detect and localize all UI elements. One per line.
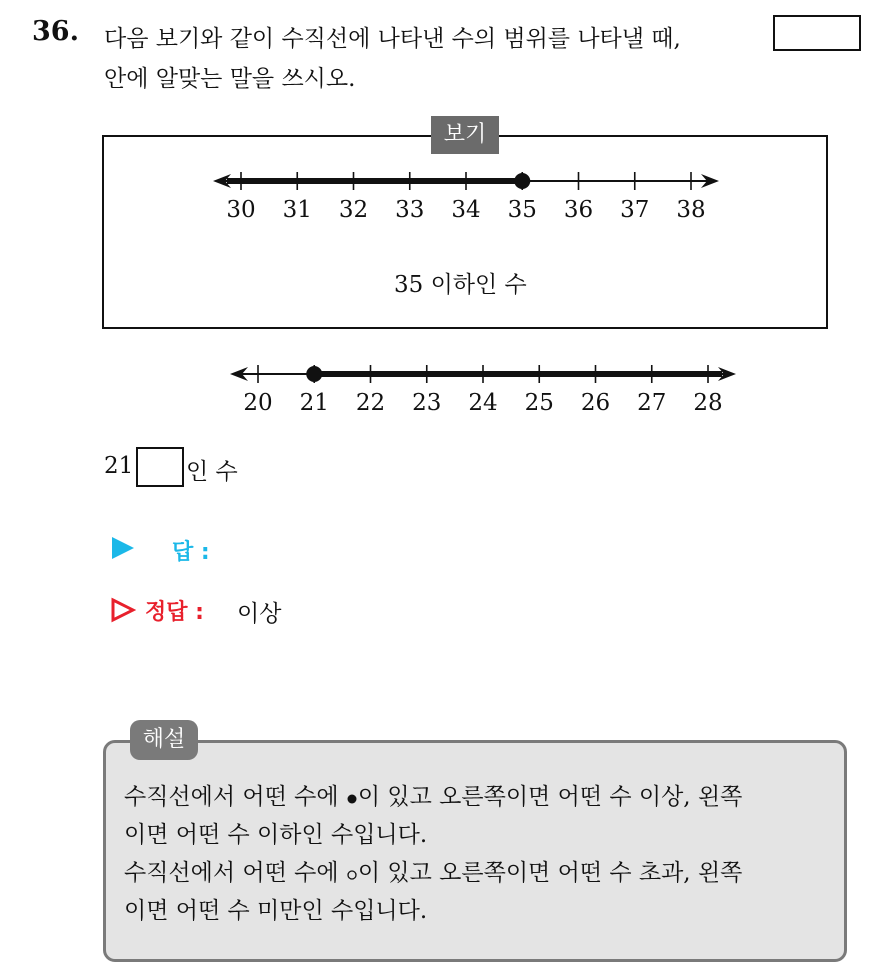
problem-nl-tick-label-27: 27	[637, 390, 667, 416]
example-nl-tick-label-37: 37	[620, 197, 650, 223]
example-number-line	[213, 172, 719, 223]
problem-nl-tick-label-26: 26	[580, 390, 611, 416]
problem-blank-box[interactable]	[136, 447, 184, 487]
problem-suffix: 인 수	[186, 459, 238, 485]
explanation-line3-b: 이 있고 오른쪽이면 어떤 수 초과, 왼쪽	[357, 860, 743, 886]
correct-answer-label: 정답 :	[145, 600, 204, 625]
filled-dot-icon	[346, 793, 358, 805]
explanation-line3-a: 수직선에서 어떤 수에	[124, 860, 339, 886]
problem-nl-tick-label-20: 20	[243, 390, 273, 416]
example-nl-tick-label-35: 35	[507, 197, 537, 223]
question-number: 36.	[32, 16, 79, 47]
problem-nl-point	[306, 366, 322, 382]
problem-nl-tick-label-23: 23	[412, 390, 442, 416]
example-nl-tick-label-33: 33	[395, 197, 425, 223]
question-text-line1: 다음 보기와 같이 수직선에 나타낸 수의 범위를 나타낼 때,	[104, 26, 681, 52]
explanation-line1-a: 수직선에서 어떤 수에	[124, 784, 339, 810]
example-nl-tick-label-38: 38	[676, 197, 706, 223]
example-nl-tick-label-32: 32	[338, 197, 369, 223]
problem-number-line	[230, 365, 736, 416]
example-tag: 보기	[431, 116, 499, 154]
problem-nl-tick-label-28: 28	[693, 390, 723, 416]
problem-prefix: 21	[104, 453, 134, 479]
correct-arrow-icon	[110, 597, 136, 623]
example-nl-tick-label-30: 30	[226, 197, 256, 223]
problem-nl-tick-label-25: 25	[524, 390, 554, 416]
explanation-line1	[124, 778, 742, 811]
explanation-line3	[124, 854, 742, 887]
explanation-line2: 이면 어떤 수 이하인 수입니다.	[124, 822, 428, 848]
explanation-tag: 해설	[130, 720, 198, 760]
correct-answer-value: 이상	[237, 601, 282, 627]
explanation-box	[103, 740, 847, 962]
answer-arrow-icon	[110, 535, 136, 561]
problem-nl-tick-label-21: 21	[299, 390, 329, 416]
example-nl-tick-label-31: 31	[282, 197, 312, 223]
problem-nl-tick-label-22: 22	[355, 390, 386, 416]
example-nl-tick-label-36: 36	[563, 197, 594, 223]
answer-label: 답 :	[172, 540, 210, 565]
example-nl-point	[514, 173, 530, 189]
example-nl-tick-label-34: 34	[451, 197, 481, 223]
explanation-line4: 이면 어떤 수 미만인 수입니다.	[124, 898, 428, 924]
open-dot-icon	[346, 869, 358, 881]
example-caption: 35 이하인 수	[394, 272, 527, 298]
question-text-line2: 안에 알맞는 말을 쓰시오.	[104, 66, 356, 92]
explanation-line1-b: 이 있고 오른쪽이면 어떤 수 이상, 왼쪽	[357, 784, 743, 810]
problem-nl-tick-label-24: 24	[468, 390, 498, 416]
